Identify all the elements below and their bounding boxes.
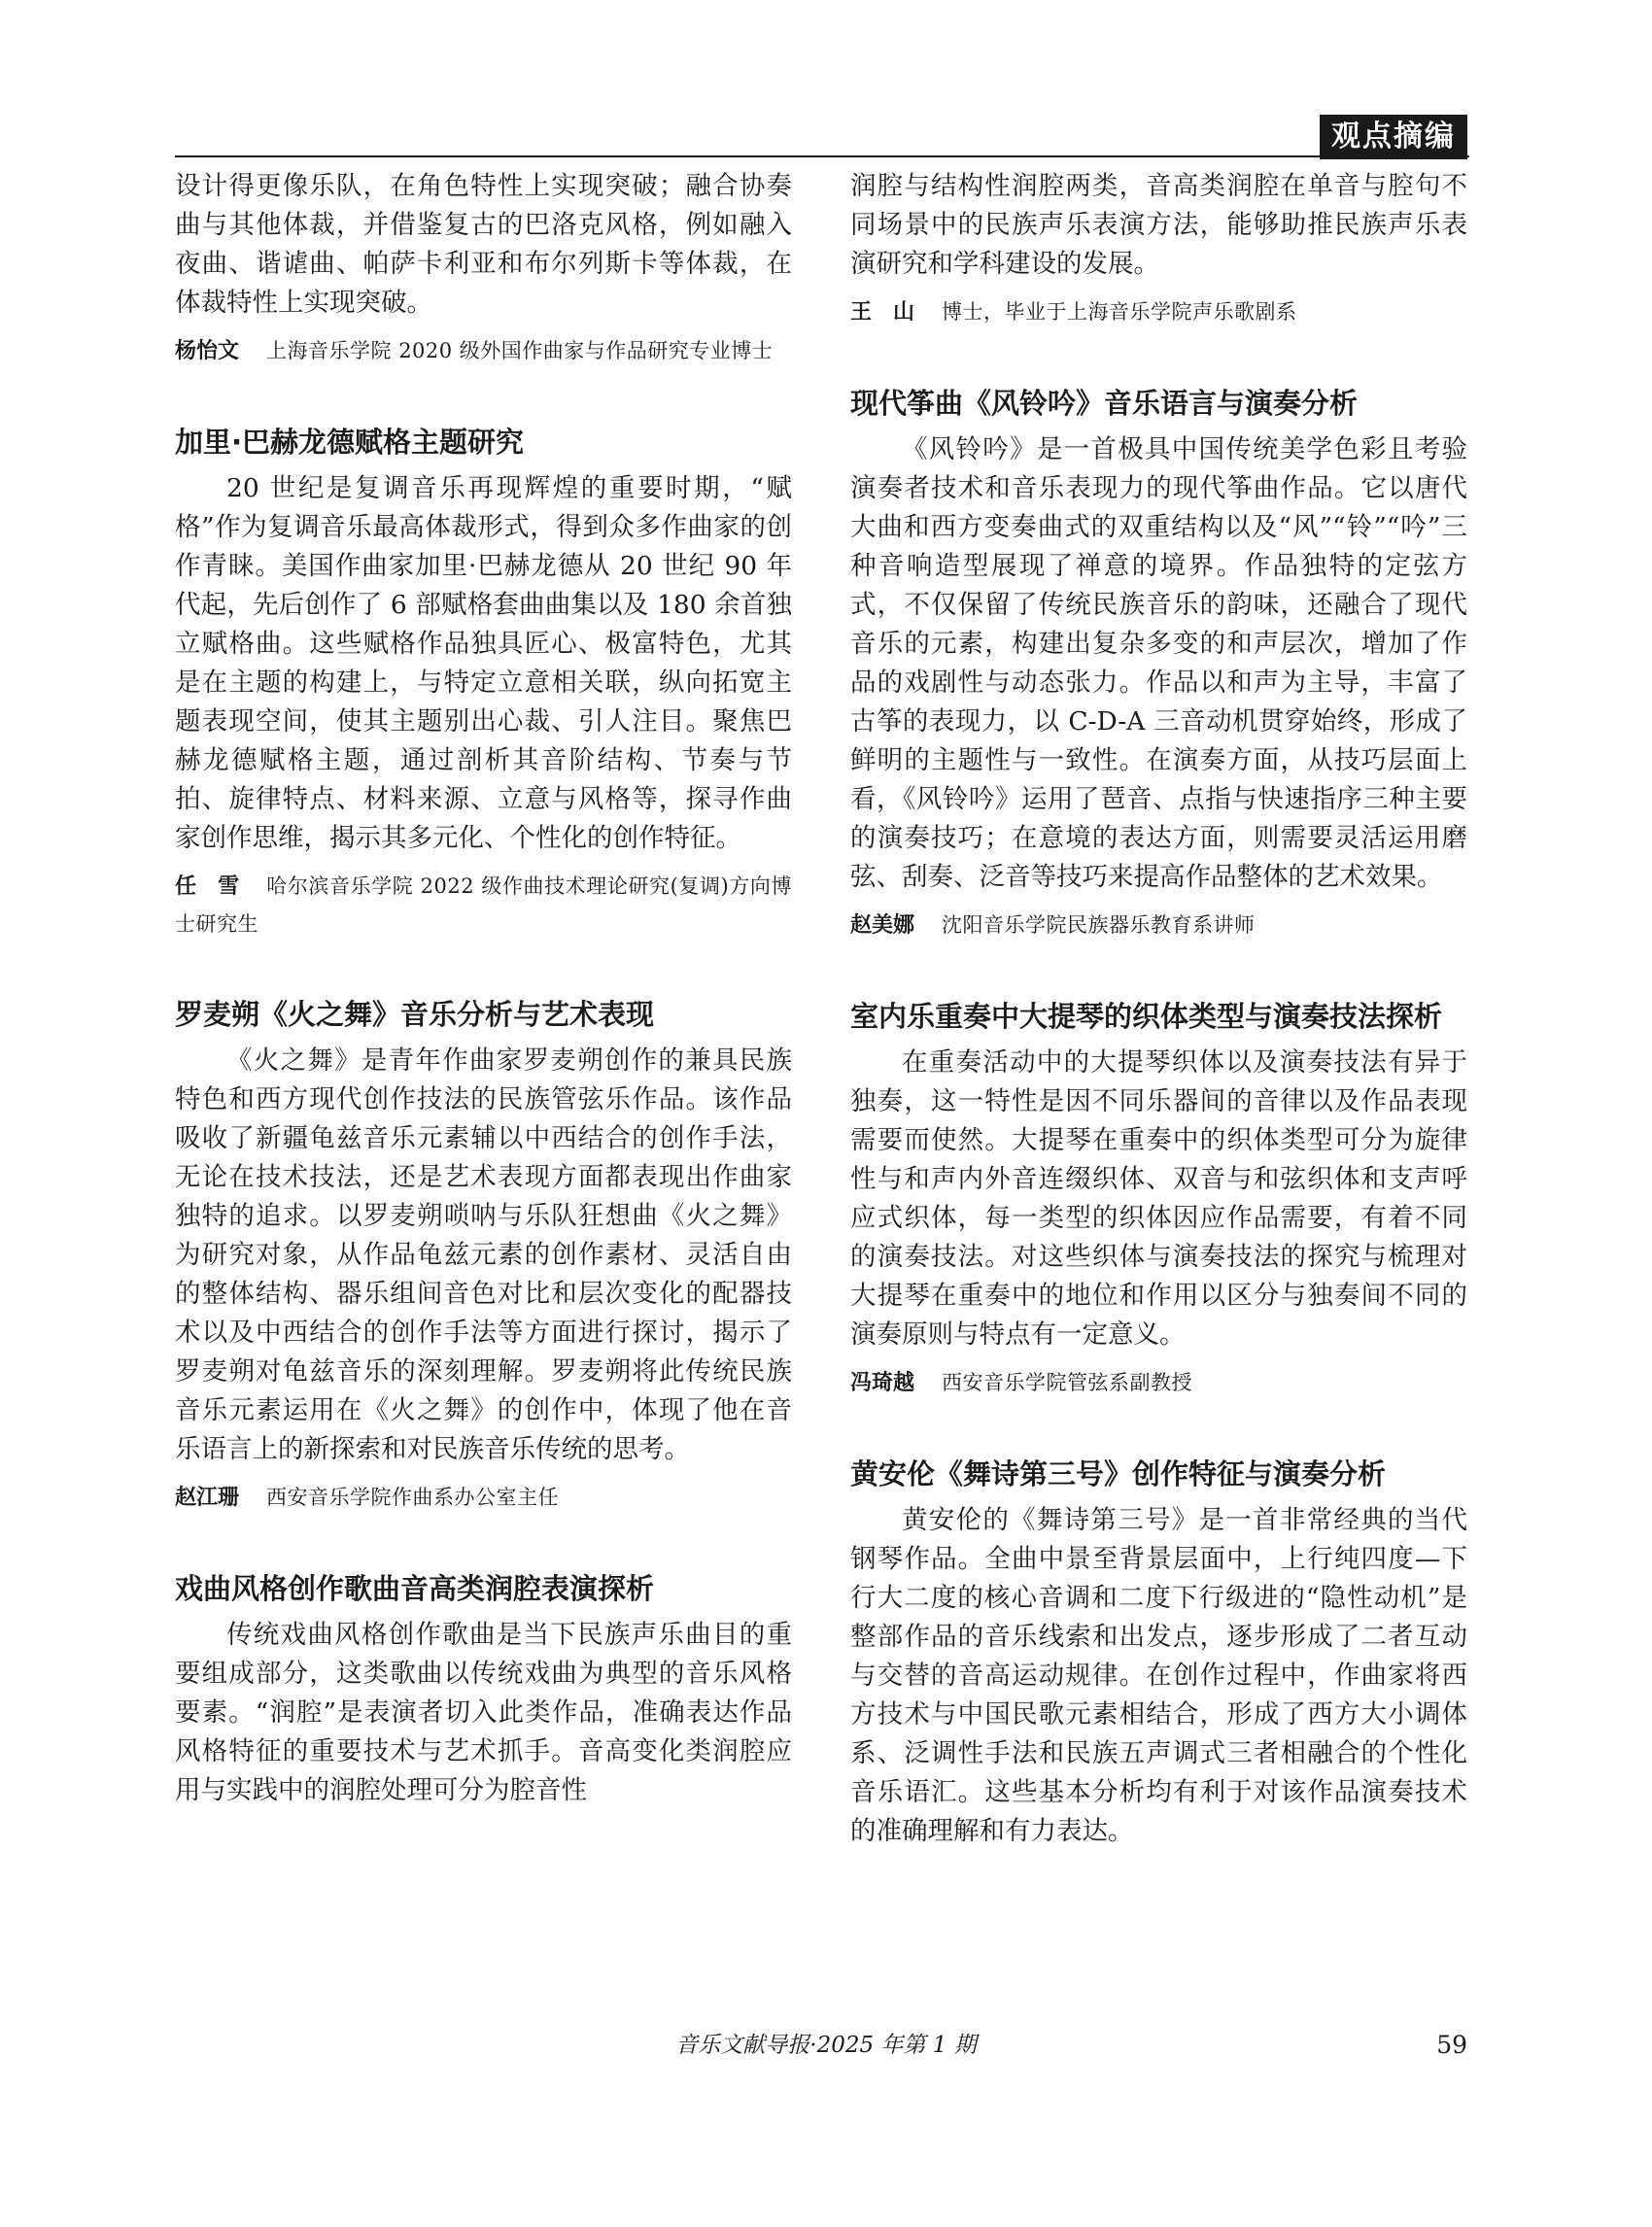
journal-name: 音乐文献导报·2025 年第 1 期	[675, 2033, 977, 2058]
article-title: 室内乐重奏中大提琴的织体类型与演奏技法探析	[850, 1000, 1443, 1033]
article-byline	[850, 1364, 1467, 1402]
article-byline	[850, 907, 1467, 944]
author-name: 王 山	[850, 300, 915, 325]
article-title: 戏曲风格创作歌曲音高类润腔表演探析	[175, 1572, 655, 1605]
article-body: 《风铃吟》是一首极具中国传统美学色彩且考验演奏者技术和音乐表现力的现代筝曲作品。它以唐代大曲和西方变奏曲式的双重结构以及“风”“铃”“吟”三种音响造型展现了禅意的境界。作品独特的定弦方式，不仅保留了传统民族音乐的韵味，还融合了现代音乐的元素，构建出复杂多变的和声层次，增加了作品的戏剧性与动态张力。作品以和声为主导，丰富了古筝的表现力，以 C-D-A 三音动机贯穿始终，形成了鲜明的主题性与一致性。在演奏方面，从技巧层面上看，《风铃吟》运用了琶音、点指与快速指序三种主要的演奏技巧；在意境的表达方面，则需要灵活运用磨弦、刮奏、泛音等技巧来提高作品整体的艺术效果。	[850, 434, 1467, 892]
continuation-text: 润腔与结构性润腔两类，音高类润腔在单音与腔句不同场景中的民族声乐表演方法，能够助推民族声乐表演研究和学科建设的发展。	[850, 171, 1467, 279]
article-title: 黄安伦《舞诗第三号》创作特征与演奏分析	[850, 1457, 1387, 1490]
article	[850, 995, 1467, 1402]
author-affiliation: 西安音乐学院管弦系副教授	[942, 1371, 1193, 1394]
author-name: 杨怡文	[175, 339, 240, 363]
author-name: 赵美娜	[850, 913, 915, 938]
continuation-text: 设计得更像乐队，在角色特性上实现突破；融合协奏曲与其他体裁，并借鉴复古的巴洛克风格，例如融入夜曲、谐谑曲、帕萨卡利亚和布尔列斯卡等体裁，在体裁特性上实现突破。	[175, 171, 792, 318]
author-name: 冯琦越	[850, 1371, 915, 1395]
author-affiliation: 博士，毕业于上海音乐学院声乐歌剧系	[942, 300, 1297, 324]
article-title: 罗麦朔《火之舞》音乐分析与艺术表现	[175, 998, 655, 1031]
author-affiliation: 西安音乐学院作曲系办公室主任	[266, 1486, 560, 1509]
article	[175, 421, 792, 942]
article-title: 加里·巴赫龙德赋格主题研究	[175, 426, 525, 459]
page-number: 59	[1436, 2031, 1467, 2059]
article	[850, 1453, 1467, 1851]
right-column	[850, 167, 1467, 1851]
article-byline	[850, 293, 1467, 331]
author-name: 任 雪	[175, 874, 240, 899]
article-body: 20 世纪是复调音乐再现辉煌的重要时期，“赋格”作为复调音乐最高体裁形式，得到众多作曲家的创作青睐。美国作曲家加里·巴赫龙德从 20 世纪 90 年代起，先后创作了 6 部赋格套曲曲集以及 180 余首独立赋格曲。这些赋格作品独具匠心、极富特色，尤其是在主题的构建上，与特定立意相关联，纵向拓宽主题表现空间，使其主题别出心裁、引人注目。聚焦巴赫龙德赋格主题，通过剖析其音阶结构、节奏与节拍、旋律特点、材料来源、立意与风格等，探寻作曲家创作思维，揭示其多元化、个性化的创作特征。	[175, 473, 792, 853]
author-name: 赵江珊	[175, 1486, 240, 1510]
article-body: 《火之舞》是青年作曲家罗麦朔创作的兼具民族特色和西方现代创作技法的民族管弦乐作品。该作品吸收了新疆龟兹音乐元素辅以中西结合的创作手法，无论在技术技法，还是艺术表现方面都表现出作曲家独特的追求。以罗麦朔唢呐与乐队狂想曲《火之舞》为研究对象，从作品龟兹元素的创作素材、灵活自由的整体结构、器乐组间音色对比和层次变化的配器技术以及中西结合的创作手法等方面进行探讨，揭示了罗麦朔对龟兹音乐的深刻理解。罗麦朔将此传统民族音乐元素运用在《火之舞》的创作中，体现了他在音乐语言上的新探索和对民族音乐传统的思考。	[175, 1045, 792, 1464]
article-title: 现代筝曲《风铃吟》音乐语言与演奏分析	[850, 387, 1359, 420]
article-byline	[175, 332, 792, 370]
article	[850, 382, 1467, 944]
article	[175, 993, 792, 1517]
section-label: 观点摘编	[1320, 115, 1467, 159]
article-body: 传统戏曲风格创作歌曲是当下民族声乐曲目的重要组成部分，这类歌曲以传统戏曲为典型的音乐风格要素。“润腔”是表演者切入此类作品，准确表达作品风格特征的重要技术与艺术抓手。音高变化类润腔应用与实践中的润腔处理可分为腔音性	[175, 1620, 792, 1805]
article-body: 在重奏活动中的大提琴织体以及演奏技法有异于独奏，这一特性是因不同乐器间的音律以及作品表现需要而使然。大提琴在重奏中的织体类型可分为旋律性与和声内外音连缀织体、双音与和弦织体和支声呼应式织体，每一类型的织体因应作品需要，有着不同的演奏技法。对这些织体与演奏技法的探究与梳理对大提琴在重奏中的地位和作用以区分与独奏间不同的演奏原则与特点有一定意义。	[850, 1047, 1467, 1350]
article-byline	[175, 1479, 792, 1517]
article-byline	[175, 868, 792, 942]
author-affiliation: 上海音乐学院 2020 级外国作曲家与作品研究专业博士	[266, 339, 774, 362]
left-column	[175, 167, 792, 1810]
author-affiliation: 哈尔滨音乐学院 2022 级作曲技术理论研究(复调)方向博士研究生	[175, 874, 792, 936]
article	[175, 1567, 792, 1810]
header-rule	[175, 155, 1469, 157]
author-affiliation: 沈阳音乐学院民族器乐教育系讲师	[942, 913, 1256, 937]
article-body: 黄安伦的《舞诗第三号》是一首非常经典的当代钢琴作品。全曲中景至背景层面中，上行纯四度—下行大二度的核心音调和二度下行级进的“隐性动机”是整部作品的音乐线索和出发点，逐步形成了二者互动与交替的音高运动规律。在创作过程中，作曲家将西方技术与中国民歌元素相结合，形成了西方大小调体系、泛调性手法和民族五声调式三者相融合的个性化音乐语汇。这些基本分析均有利于对该作品演奏技术的准确理解和有力表达。	[850, 1505, 1467, 1846]
